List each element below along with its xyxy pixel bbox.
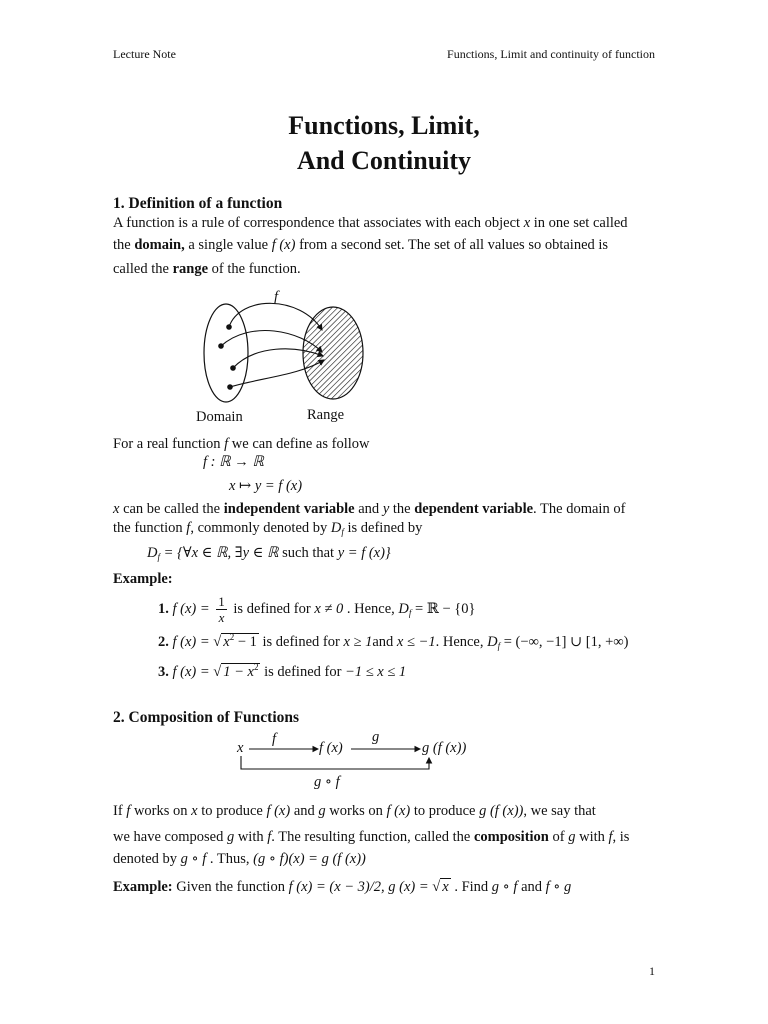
section-1-heading: 1. Definition of a function [113,195,283,212]
arrow-composite [241,756,429,769]
domain-point [218,343,224,349]
paragraph-line: A function is a rule of correspondence that associates with each object x in one set called [113,215,628,231]
paragraph-line: For a real function f we can define as follow [113,436,370,452]
comp-x-label: x [237,740,244,756]
fraction: $\frac{1}{x}$ [218,594,225,625]
mapping-line-2: x ↦ y = f (x) [229,478,303,494]
domain-point [230,365,236,371]
domain-set-ellipse [204,304,248,402]
comp-gfx-label: g (f (x)) [422,740,467,756]
domain-point [227,384,233,390]
section-2-heading: 2. Composition of Functions [113,709,300,726]
paragraph-line: denoted by g ∘ f . Thus, (g ∘ f)(x) = g (f (x)) [113,851,366,867]
comp-g-label: g [372,729,380,745]
diagram-f-label: f [274,289,279,305]
domain-point [226,324,232,330]
range-set-ellipse [303,307,363,399]
comp-gof-label: g ∘ f [314,774,340,790]
example-1: 1. f (x) = $\frac{1}{x}$ is defined for x ≠ 0 . Hence, $D_f$ = ℝ − {0} [158,594,476,625]
paragraph-line: x can be called the independent variable and y the dependent variable. The domain of [113,501,626,517]
comp-f-label: f [272,731,277,747]
paragraph-line: Example: Given the function f (x) = (x − 3)/2, g (x) = √ x . Find g ∘ f and f ∘ g [113,879,572,895]
mapping-arrow [230,360,324,387]
example-label: Example: [113,571,173,587]
paragraph-line: the domain, a single value f (x) from a second set. The set of all values so obtained is [113,237,609,253]
title-line-1: Functions, Limit, [288,111,480,140]
square-root: $x^2 - 1$ [223,632,257,650]
paragraph-line: the function f, commonly denoted by $D_f$ is defined by [113,520,423,537]
header-right: Functions, Limit and continuity of function [447,47,655,61]
example-3: 3. f (x) = √ $1 - x^2$ is defined for −1 ≤ x ≤ 1 [158,662,407,680]
paragraph-line: If f works on x to produce f (x) and g works on f (x) to produce g (f (x)), we say that [113,803,596,819]
domain-label: Domain [196,409,243,425]
header-left: Lecture Note [113,47,176,61]
square-root: $1 - x^2$ [223,662,259,680]
mapping-line-1: f : ℝ → ℝ [203,454,264,470]
paragraph-line: called the range of the function. [113,261,301,277]
paragraph-line: we have composed g with f. The resulting function, called the composition of g with f, is [113,829,630,845]
example-2: 2. f (x) = √ $x^2 - 1$ is defined for x ≥ 1and x ≤ −1. Hence, $D_f$ = (−∞, −1] ∪ [1, +∞) [158,632,629,651]
comp-fx-label: f (x) [319,740,343,756]
page-number: 1 [649,964,655,978]
mapping-arrow [233,349,323,368]
mapping-arrow [221,331,322,352]
title-line-2: And Continuity [296,146,472,175]
range-label: Range [307,407,345,423]
mapping-arrow [229,303,322,330]
domain-definition-formula: $D_f$ = {∀x ∈ ℝ, ∃y ∈ ℝ such that y = f (x)} [147,545,391,562]
